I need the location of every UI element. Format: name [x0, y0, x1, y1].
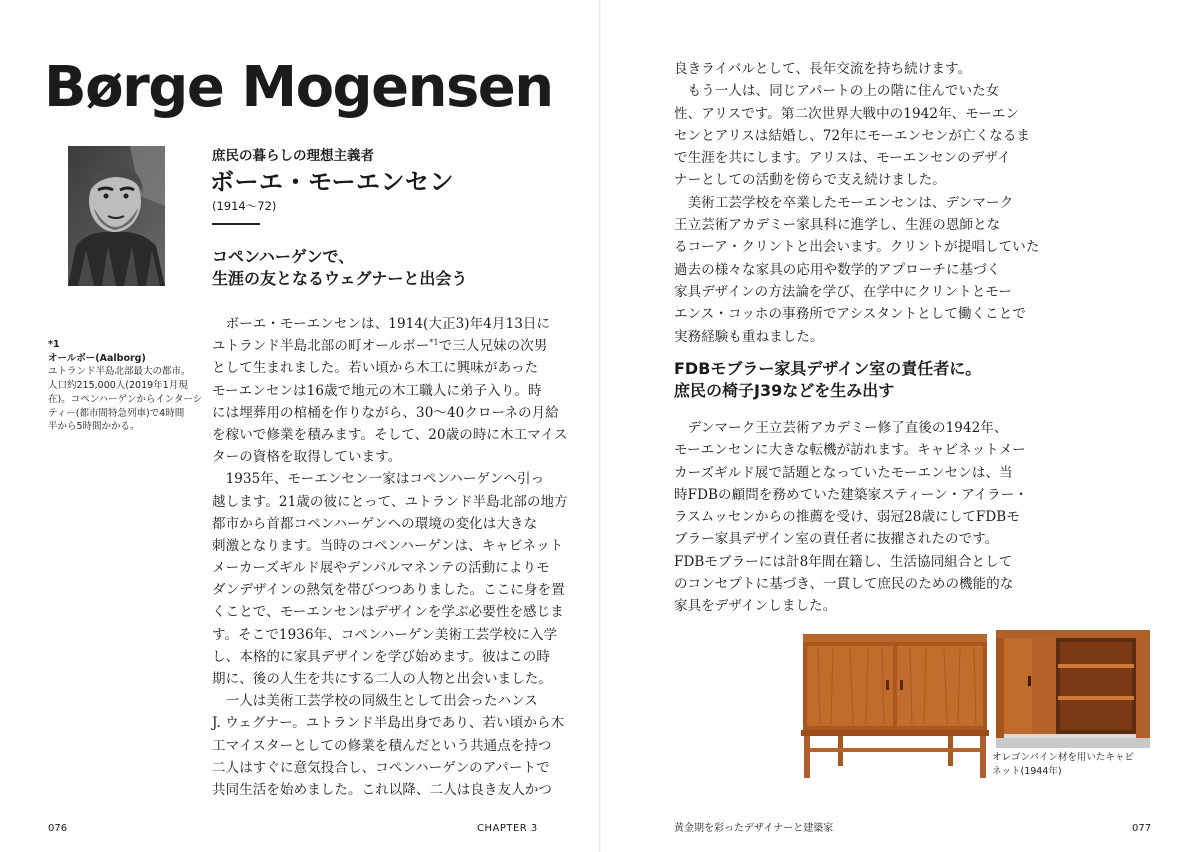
body-line: 刺激となります。当時のコペンハーゲンは、キャビネット: [212, 537, 564, 554]
section-heading-1: [212, 246, 467, 290]
portrait-photo: [68, 146, 165, 286]
heading-line: 庶民の椅子J39などを生み出す: [674, 381, 895, 400]
body-line: には埋葬用の棺桶を作りながら、30〜40クローネの月給: [212, 404, 559, 421]
body-line: モーエンセンは16歳で地元の木工職人に弟子入り。時: [212, 382, 542, 399]
page-title: Børge Mogensen: [44, 55, 553, 120]
body-line: 期に、後の人生を共にする二人の人物と出会いました。: [212, 671, 552, 687]
body-line: 過去の様々な家具の応用や数学的アプローチに基づく: [674, 261, 1001, 278]
body-line: す。そこで1936年、コペンハーゲン美術工芸学校に入学: [212, 626, 558, 643]
caption-line: ネット(1944年): [992, 766, 1062, 777]
right-body-text-2: [674, 417, 1028, 618]
footnote: [48, 338, 202, 434]
heading-line: FDBモブラー家具デザイン室の責任者に。: [674, 359, 982, 378]
body-line: 都市から首都コペンハーゲンへの環境の変化は大きな: [212, 515, 538, 532]
body-line: デンマーク王立芸術アカデミー修了直後の1942年、: [674, 420, 1008, 436]
body-line: ナーとしての活動を傍らで支え続けました。: [674, 172, 946, 189]
footnote-line: 半から5時間かかる。: [48, 421, 140, 433]
subtitle: 庶民の暮らしの理想主義者: [212, 148, 374, 164]
body-line: 越します。21歳の彼にとって、ユトランド半島北部の地方: [212, 493, 568, 510]
section-heading-2: [674, 358, 981, 402]
name-japanese: ボーエ・モーエンセン: [210, 168, 455, 196]
footnote-mark: *1: [48, 339, 60, 350]
body-line: 共同生活を始めました。これ以降、二人は良き友人かつ: [212, 781, 552, 798]
body-line: で生涯を共にします。アリスは、モーエンセンのデザイ: [674, 150, 1011, 167]
footnote-line: ティー(都市間特急列車)で4時間: [48, 407, 185, 419]
body-line: し、本格的に家具デザインを学び始めます。彼はこの時: [212, 648, 550, 665]
footnote-title: オールボー(Aalborg): [48, 352, 146, 364]
body-line: として生まれました。若い頃から木工に興味があった: [212, 360, 539, 377]
body-line: ダンデザインの熱気を帯びつつありました。ここに身を置: [212, 582, 565, 599]
body-line: 工マイスターとしての修業を積んだという共通点を持つ: [212, 737, 552, 754]
body-line: FDBモブラーには計8年間在籍し、生活協同組合として: [674, 553, 1013, 570]
body-line: センとアリスは結婚し、72年にモーエンセンが亡くなるま: [674, 127, 1031, 144]
body-line: 家具をデザインしました。: [674, 598, 837, 615]
body-line: るコーア・クリントと出会います。クリントが提唱していた: [674, 239, 1040, 256]
body-line: 1935年、モーエンセン一家はコペンハーゲンへ引っ: [212, 471, 545, 488]
cabinet-photo-closed: [798, 630, 990, 780]
body-line: J. ウェグナー。ユトランド半島出身であり、若い頃から木: [212, 715, 565, 732]
left-body-text: [212, 313, 568, 801]
body-line: ユトランド半島北部の町オールボー$^{*1}$で三人兄妹の次男: [212, 338, 548, 355]
book-title: 黄金期を彩ったデザイナーと建築家: [674, 823, 834, 834]
body-line: 実務経験も重ねました。: [674, 328, 824, 345]
cabinet-photo-open: [996, 630, 1150, 748]
chapter-label: CHAPTER 3: [477, 823, 538, 834]
body-line: メーカーズギルド展やデンパルマネンテの活動によりモ: [212, 560, 550, 577]
page-number-right: 077: [1132, 823, 1152, 834]
heading-line: 生涯の友となるウェグナーと出会う: [212, 269, 468, 288]
body-line: もう一人は、同じアパートの上の階に住んでいた女: [674, 83, 1000, 100]
body-line: エンス・コッホの事務所でアシスタントとして働くことで: [674, 306, 1026, 323]
body-line: 二人はすぐに意気投合し、コペンハーゲンのアパートで: [212, 759, 550, 776]
body-line: ラスムッセンからの推薦を受け、弱冠28歳にしてFDBモ: [674, 509, 1020, 526]
page-number-left: 076: [48, 823, 68, 834]
footnote-ref: *1: [429, 338, 439, 348]
body-line: 王立芸術アカデミー家具科に進学し、生涯の恩師とな: [674, 217, 1001, 234]
heading-line: コペンハーゲンで、: [212, 247, 355, 266]
heading-rule: [212, 223, 260, 225]
body-line: を稼いで修業を積みます。そして、20歳の時に木工マイス: [212, 426, 568, 443]
body-line: 一人は美術工芸学校の同級生として出会ったハンス: [212, 693, 538, 710]
body-line: ボーエ・モーエンセンは、1914(大正3)年4月13日に: [212, 316, 551, 332]
body-line: モーエンセンに大きな転機が訪れます。キャビネットメー: [674, 442, 1026, 459]
body-line: ターの資格を取得しています。: [212, 449, 402, 466]
footnote-line: 在)。コペンハーゲンからインターシ: [48, 393, 203, 405]
body-line: ブラー家具デザイン室の責任者に抜擢されたのです。: [674, 531, 999, 548]
photo-caption: [992, 751, 1134, 779]
page-gutter: [599, 0, 601, 852]
body-line: のコンセプトに基づき、一貫して庶民のための機能的な: [674, 576, 1014, 593]
body-line: くことで、モーエンセンはデザインを学ぶ必要性を感じま: [212, 604, 564, 621]
body-line: 良きライバルとして、長年交流を持ち続けます。: [674, 61, 972, 77]
life-years: (1914〜72): [212, 199, 277, 213]
body-line: 家具デザインの方法論を学び、在学中にクリントとモー: [674, 283, 1012, 300]
body-line: 時FDBの顧問を務めていた建築家スティーン・アイラー・: [674, 486, 1028, 503]
right-body-text-1: [674, 58, 1039, 348]
body-line: 美術工芸学校を卒業したモーエンセンは、デンマーク: [674, 194, 1014, 211]
footnote-line: 人口約215,000人(2019年1月現: [48, 380, 188, 392]
caption-line: オレゴンパイン材を用いたキャビ: [992, 752, 1134, 763]
body-line: 性、アリスです。第二次世界大戦中の1942年、モーエン: [674, 105, 1020, 122]
footnote-line: ユトランド半島北部最大の都市。: [48, 366, 191, 378]
body-line: カーズギルド展で話題となっていたモーエンセンは、当: [674, 464, 1013, 481]
